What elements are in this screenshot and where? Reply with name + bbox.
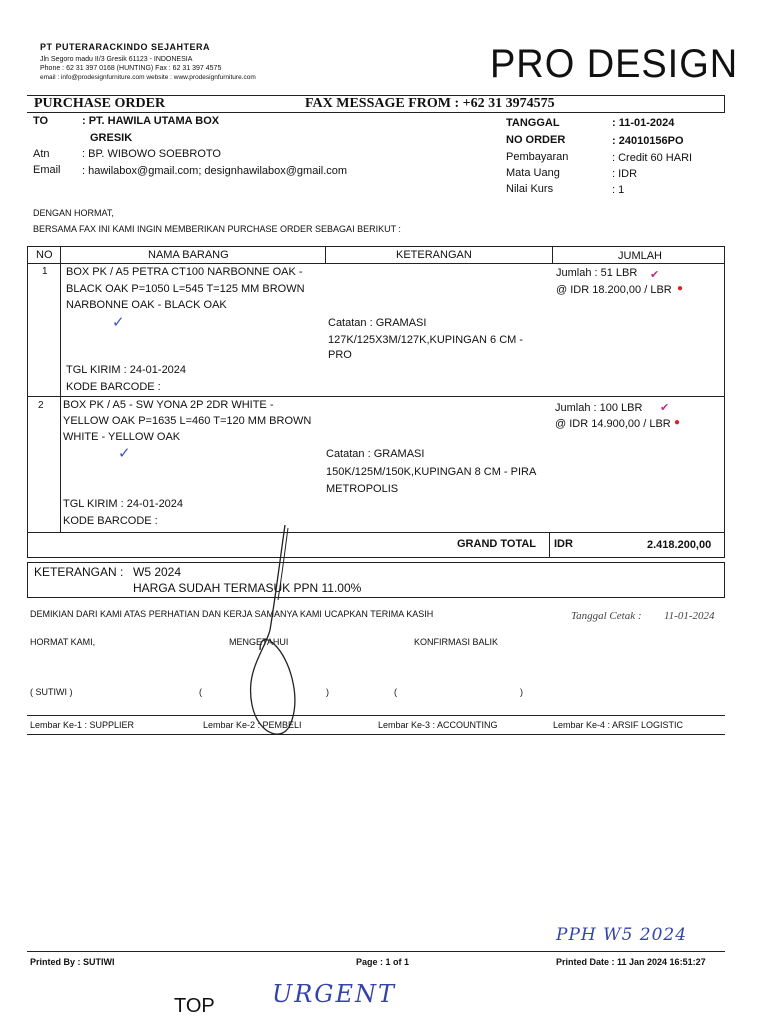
col-jumlah: JUMLAH <box>618 250 663 262</box>
sheet-arsif-logistic: Lembar Ke-4 : ARSIF LOGISTIC <box>553 720 684 730</box>
row-desc-line3: WHITE - YELLOW OAK <box>63 431 181 443</box>
company-name: PT PUTERARACKINDO SEJAHTERA <box>40 42 211 52</box>
sheet-pembeli: Lembar Ke-2 : PEMBELI <box>203 720 302 730</box>
email-label: Email <box>33 164 61 176</box>
row-desc-line1: BOX PK / A5 - SW YONA 2P 2DR WHITE - <box>63 399 274 411</box>
print-date-value: 11-01-2024 <box>664 610 715 622</box>
row-barcode: KODE BARCODE : <box>66 381 161 393</box>
currency-value: : IDR <box>612 168 638 180</box>
pen-tick-icon: ✔ <box>660 402 670 414</box>
row-unit-price: @ IDR 14.900,00 / LBR <box>555 418 671 430</box>
intro-text: BERSAMA FAX INI KAMI INGIN MEMBERIKAN PURCHASE ORDER SEBAGAI BERIKUT : <box>33 224 401 234</box>
grand-total-label: GRAND TOTAL <box>457 538 537 550</box>
to-city: GRESIK <box>90 132 133 144</box>
sheet-accounting: Lembar Ke-3 : ACCOUNTING <box>378 720 498 730</box>
greeting: DENGAN HORMAT, <box>33 208 114 218</box>
company-logo: PRO DESIGN <box>490 42 739 86</box>
row-note-line2: 150K/125M/150K,KUPINGAN 8 CM - PIRA <box>326 466 537 478</box>
col-no: NO <box>36 249 53 261</box>
print-date-label: Tanggal Cetak : <box>571 610 642 622</box>
atn-value: : BP. WIBOWO SOEBROTO <box>82 148 221 160</box>
payment-value: : Credit 60 HARI <box>612 152 693 164</box>
row-desc-line3: NARBONNE OAK - BLACK OAK <box>66 299 227 311</box>
col-nama-barang: NAMA BARANG <box>148 249 229 261</box>
signature-paren-close: ) <box>520 687 523 697</box>
pen-mark-icon: ● <box>674 417 681 428</box>
company-email: email : info@prodesignfurniture.com website : www.prodesignfurniture.com <box>40 74 256 81</box>
handwritten-note: PPH W5 2024 <box>556 925 688 945</box>
row-ship-date: TGL KIRIM : 24-01-2024 <box>63 498 184 510</box>
signature-paren-close: ) <box>326 687 329 697</box>
col-keterangan: KETERANGAN <box>396 249 472 261</box>
signature-konfirmasi: KONFIRMASI BALIK <box>414 637 499 647</box>
signature-sutiwi: ( SUTIWI ) <box>30 687 73 697</box>
signature-hormat: HORMAT KAMI, <box>30 637 96 647</box>
email-value: : hawilabox@gmail.com; designhawilabox@gmail.com <box>82 165 348 177</box>
row-desc-line2: YELLOW OAK P=1635 L=460 T=120 MM BROWN <box>63 415 312 427</box>
rate-label: Nilai Kurs <box>506 183 554 195</box>
signature-paren-open: ( <box>199 687 202 697</box>
top-label: TOP <box>174 995 215 1017</box>
company-address: Jln Segoro madu II/3 Gresik 61123 - INDONESIA <box>40 56 193 63</box>
row-note-line1: Catatan : GRAMASI <box>328 317 427 329</box>
remarks-label: KETERANGAN : <box>34 565 124 579</box>
printed-date: Printed Date : 11 Jan 2024 16:51:27 <box>556 957 706 967</box>
signature-paren-open: ( <box>394 687 397 697</box>
row-unit-price: @ IDR 18.200,00 / LBR <box>556 284 672 296</box>
row-desc-line1: BOX PK / A5 PETRA CT100 NARBONNE OAK - <box>66 266 303 278</box>
company-phone: Phone : 62 31 397 0168 (HUNTING) Fax : 62 31 397 4575 <box>40 65 222 72</box>
remarks-line1: W5 2024 <box>133 565 182 579</box>
row-note-line3: PRO <box>328 349 352 361</box>
remarks-line2: HARGA SUDAH TERMASUK PPN 11.00% <box>133 581 362 595</box>
urgent-handwritten: URGENT <box>272 980 396 1008</box>
sheet-supplier: Lembar Ke-1 : SUPPLIER <box>30 720 135 730</box>
row-no: 2 <box>38 400 44 411</box>
pen-tick-icon: ✔ <box>650 269 660 281</box>
checkmark-icon: ✓ <box>118 445 131 462</box>
to-label: TO <box>33 115 49 127</box>
document-title: PURCHASE ORDER <box>34 96 166 111</box>
row-note-line2: 127K/125X3M/127K,KUPINGAN 6 CM - <box>328 334 524 346</box>
currency-label: Mata Uang <box>506 167 560 179</box>
grand-total-currency: IDR <box>554 538 573 550</box>
atn-label: Atn <box>33 148 50 160</box>
to-company: : PT. HAWILA UTAMA BOX <box>82 115 220 127</box>
order-value: : 24010156PO <box>612 135 684 147</box>
fax-number: FAX MESSAGE FROM : +62 31 3974575 <box>305 96 555 111</box>
order-label: NO ORDER <box>506 134 566 146</box>
tanggal-label: TANGGAL <box>506 117 560 129</box>
row-qty: Jumlah : 51 LBR <box>556 267 638 279</box>
rate-value: : 1 <box>612 184 625 196</box>
row-note-line1: Catatan : GRAMASI <box>326 448 425 460</box>
payment-label: Pembayaran <box>506 151 569 163</box>
closing-text: DEMIKIAN DARI KAMI ATAS PERHATIAN DAN KERJA SAMANYA KAMI UCAPKAN TERIMA KASIH <box>30 609 434 619</box>
row-qty: Jumlah : 100 LBR <box>555 402 643 414</box>
tanggal-value: : 11-01-2024 <box>612 117 675 129</box>
page-indicator: Page : 1 of 1 <box>356 957 410 967</box>
row-ship-date: TGL KIRIM : 24-01-2024 <box>66 364 187 376</box>
row-no: 1 <box>42 266 48 277</box>
pen-mark-icon: ● <box>677 283 684 294</box>
row-note-line3: METROPOLIS <box>326 483 399 495</box>
checkmark-icon: ✓ <box>112 314 125 331</box>
signature-mengetahui: MENGETAHUI <box>229 637 289 647</box>
printed-by: Printed By : SUTIWI <box>30 957 115 967</box>
grand-total-value: 2.418.200,00 <box>647 539 712 551</box>
row-desc-line2: BLACK OAK P=1050 L=545 T=125 MM BROWN <box>66 283 305 295</box>
row-barcode: KODE BARCODE : <box>63 515 158 527</box>
